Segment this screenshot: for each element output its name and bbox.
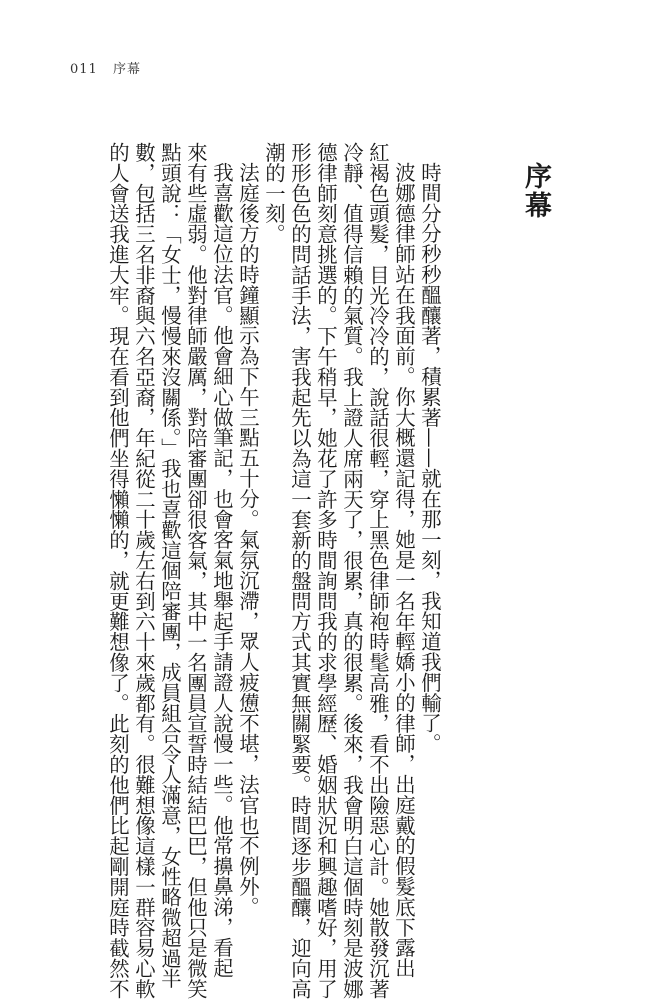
text-column-2: 波娜德律師站在我面前。你大概還記得，她是一名年輕嬌小的律師，出庭戴的假髮底下露出 (392, 162, 416, 978)
text-column-4: 冷靜、值得信賴的氣質。我上證人席兩天了，很累，真的很累。後來，我會明白這個時刻是波娜 (340, 142, 364, 999)
text-column-9: 我喜歡這位法官。他會細心做筆記，也會客氣地舉起手請證人說慢一些。他常擤鼻涕，看起 (210, 162, 234, 978)
section-name: 序幕 (112, 62, 141, 77)
running-header (70, 58, 141, 77)
text-column-5: 德律師刻意挑選的。下午稍早，她花了許多時間詢問我的求學經歷、婚姻狀況和興趣嗜好，用了 (314, 142, 338, 999)
text-column-8: 法庭後方的時鐘顯示為下午三點五十分。氣氛沉滯，眾人疲憊不堪，法官也不例外。 (236, 162, 260, 917)
text-column-10: 來有些虛弱。他對律師嚴厲，對陪審團卻很客氣，其中一名團員宣誓時結結巴巴，但他只是微笑 (184, 142, 208, 999)
text-column-7: 潮的一刻。 (262, 142, 286, 244)
text-column-11: 點頭說：「女士，慢慢來沒關係。」我也喜歡這個陪審團，成員組合令人滿意，女性略微超過半 (158, 142, 182, 989)
text-column-3: 紅褐色頭髮，目光冷冷的，說話很輕，穿上黑色律師袍時髦高雅，看不出險惡心計。她散發沉著 (366, 142, 390, 999)
chapter-title: 序幕 (520, 162, 551, 220)
text-column-13: 的人會送我進大牢。現在看到他們坐得懶懶的，就更難想像了。此刻的他們比起剛開庭時截然不 (106, 142, 130, 999)
page-number: 011 (70, 62, 98, 77)
text-column-6: 形形色色的問話手法，害我起先以為這一套新的盤問方式其實無關緊要。時間逐步醞釀，迎向高 (288, 142, 312, 999)
text-column-12: 數，包括三名非裔與六名亞裔，年紀從二十歲左右到六十來歲都有。很難想像這樣一群容易心軟 (132, 142, 156, 999)
text-column-1: 時間分分秒秒醞釀著，積累著——就在那一刻，我知道我們輸了。 (418, 162, 442, 754)
